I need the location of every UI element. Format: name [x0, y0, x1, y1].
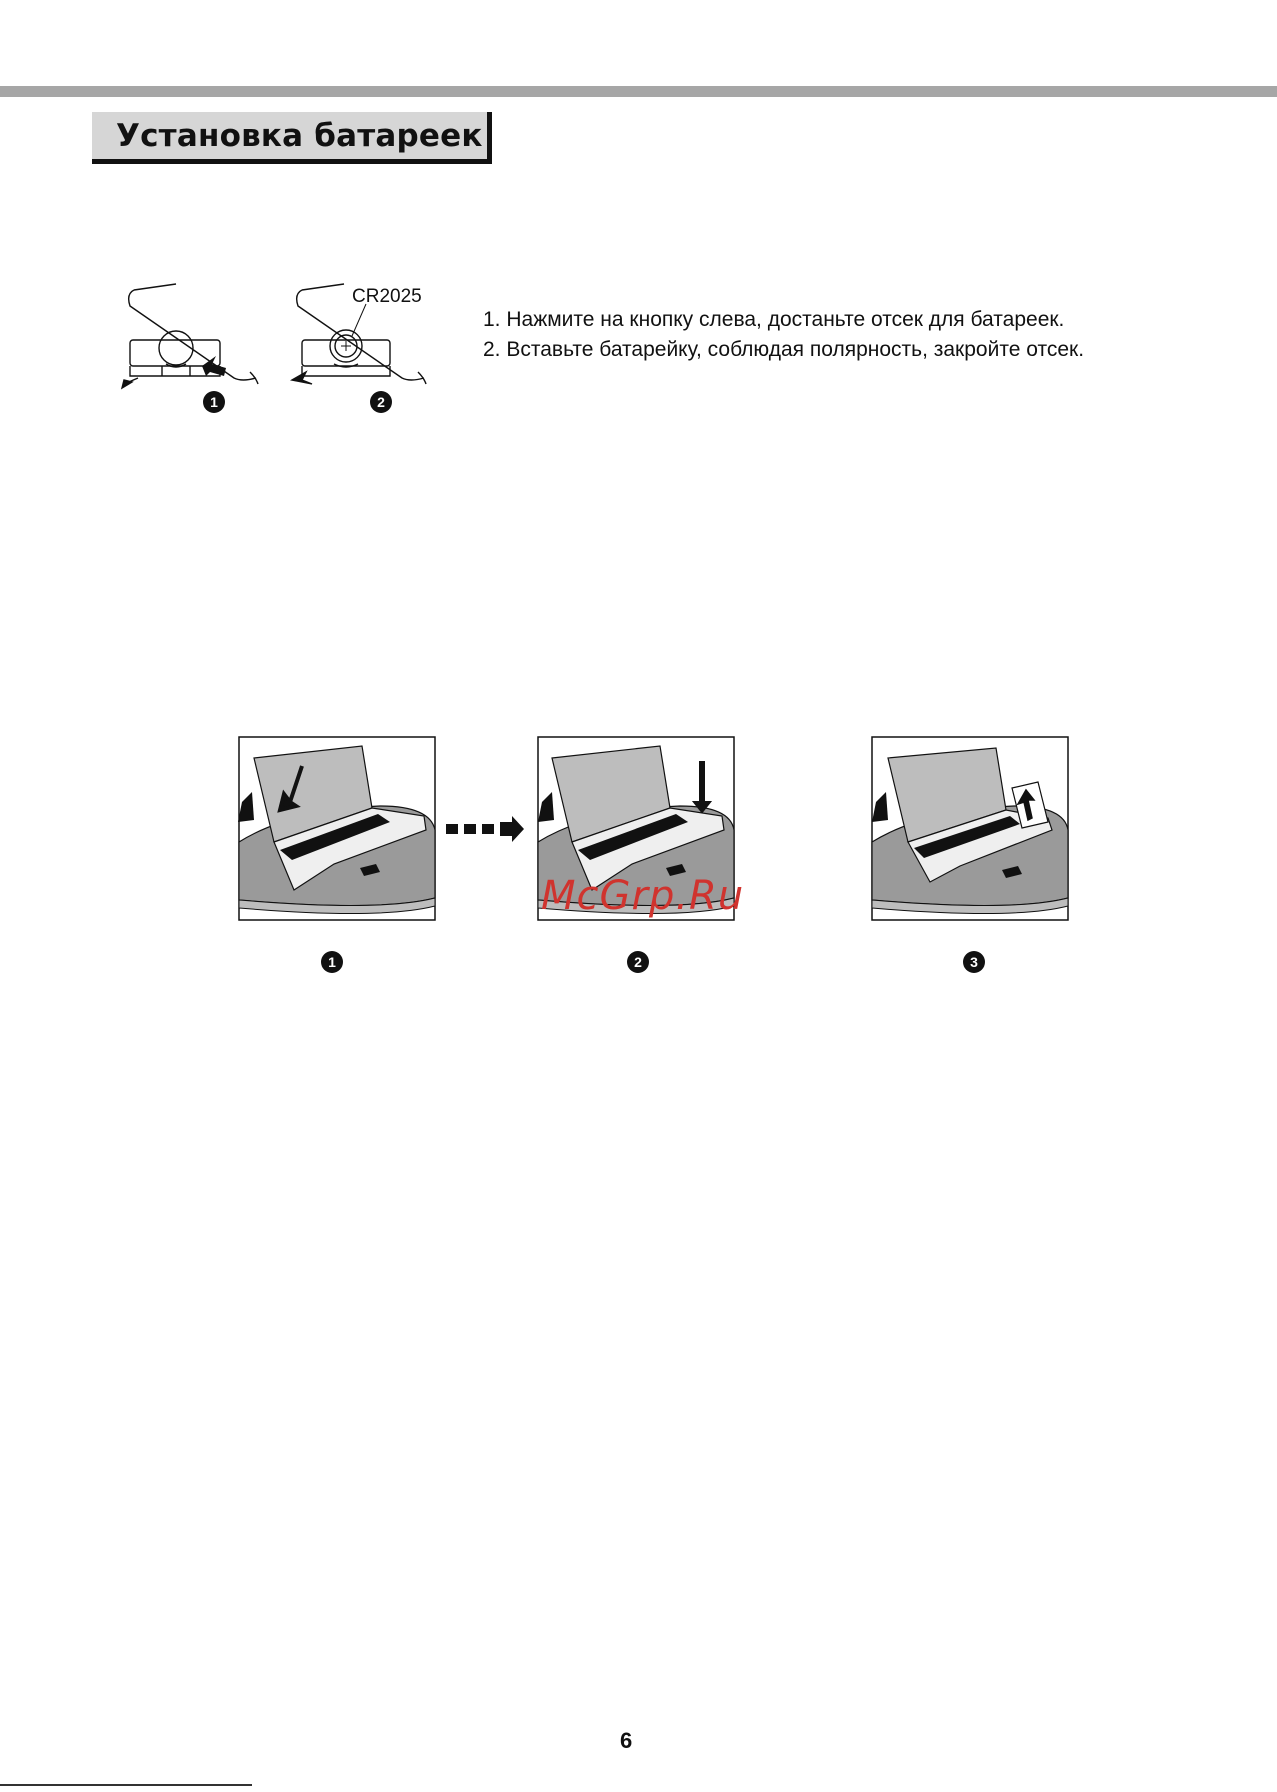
top-rule [0, 86, 1277, 97]
frame-1 [238, 737, 435, 920]
arrow-out-icon [122, 378, 138, 388]
sheet-step-badge-2: 2 [634, 954, 642, 970]
frame-3 [872, 737, 1068, 920]
sheet-step-badge-3: 3 [970, 954, 978, 970]
section-title: Установка батареек [116, 117, 483, 154]
remote-panel-1 [129, 284, 258, 384]
remote-step-badge-1: 1 [210, 394, 218, 410]
instruction-list [483, 305, 1084, 365]
remote-step-badge-2: 2 [377, 394, 385, 410]
instruction-step-1: 1. Нажмите на кнопку слева, достаньте отсек для батареек. [483, 308, 1065, 331]
instruction-step-2: 2. Вставьте батарейку, соблюдая полярность, закройте отсек. [483, 338, 1085, 361]
section-title-box [92, 112, 492, 164]
next-step-arrow-icon [446, 816, 524, 842]
watermark: McGrp.Ru [541, 873, 745, 919]
page-number: 6 [620, 1728, 633, 1753]
sheet-step-badge-1: 1 [328, 954, 336, 970]
remote-battery-illustration [116, 280, 436, 420]
sheet-removal-illustration [230, 730, 1090, 980]
arrow-in-icon [292, 372, 312, 384]
battery-label: CR2025 [352, 286, 422, 307]
bottom-rule [0, 1784, 252, 1786]
